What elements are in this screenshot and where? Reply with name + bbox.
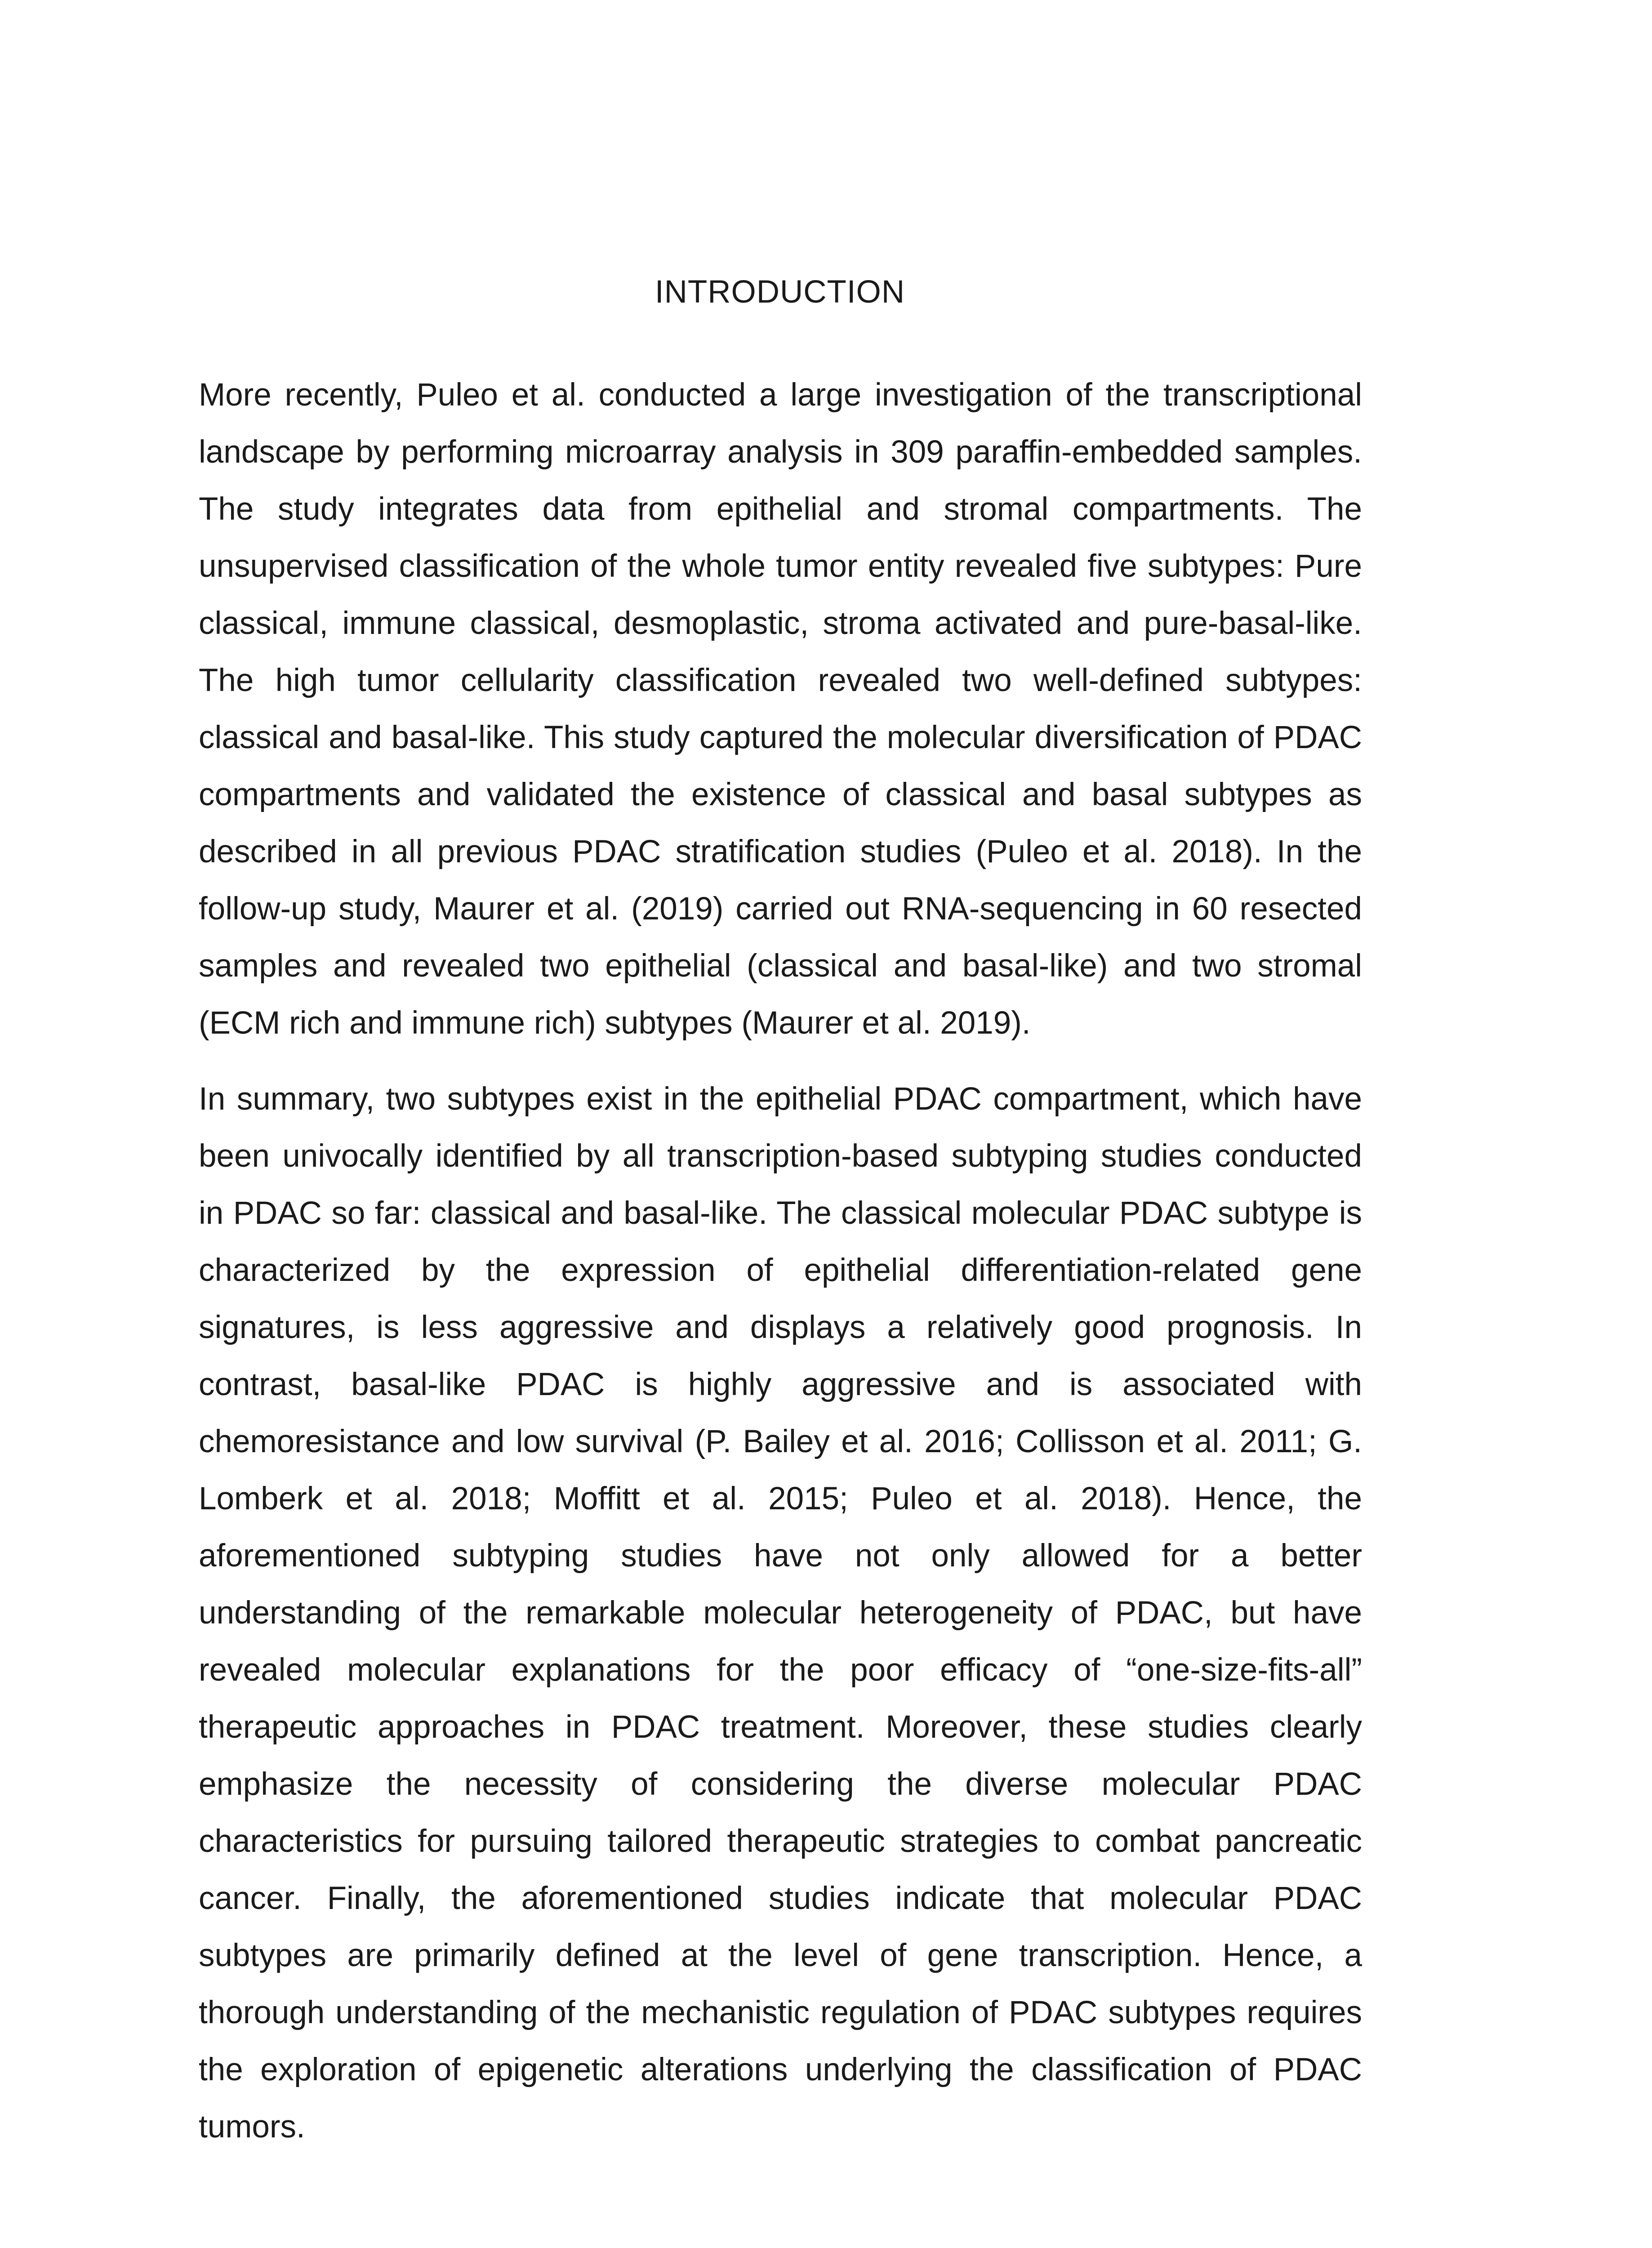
paragraph-summary: In summary, two subtypes exist in the epithelial PDAC compartment, which have been univocally identified by all transcription-based subtyping studies conducted in PDAC so far: classical and basal-like. The classical molecular PDAC subtype is characterized by the expression of epithelial differentiation-related gene signatures, is less aggressive and displays a relatively good prognosis. In contrast, basal-like PDAC is highly aggressive and is associated with chemoresistance and low survival (P. Bailey et al. 2016; Collisson et al. 2011; G. Lomberk et al. 2018; Moffitt et al. 2015; Puleo et al. 2018). Hence, the aforementioned subtyping studies have not only allowed for a better understanding of the remarkable molecular heterogeneity of PDAC, but have revealed molecular explanations for the poor efficacy of “one-size-fits-all” therapeutic approaches in PDAC treatment. Moreover, these studies clearly emphasize the necessity of considering the diverse molecular PDAC characteristics for pursuing tailored therapeutic strategies to combat pancreatic cancer. Finally, the aforementioned studies indicate that molecular PDAC subtypes are primarily defined at the level of gene transcription. Hence, a thorough understanding of the mechanistic regulation of PDAC subtypes requires the exploration of epigenetic alterations underlying the classification of PDAC tumors. <box>199 1081 1362 2145</box>
section-header: INTRODUCTION <box>655 274 905 310</box>
body-text <box>199 366 1362 2155</box>
paragraph-puleo-maurer: More recently, Puleo et al. conducted a large investigation of the transcriptional landscape by performing microarray analysis in 309 paraffin-embedded samples. The study integrates data from epithelial and stromal compartments. The unsupervised classification of the whole tumor entity revealed five subtypes: Pure classical, immune classical, desmoplastic, stroma activated and pure-basal-like. The high tumor cellularity classification revealed two well-defined subtypes: classical and basal-like. This study captured the molecular diversification of PDAC compartments and validated the existence of classical and basal subtypes as described in all previous PDAC stratification studies (Puleo et al. 2018). In the follow-up study, Maurer et al. (2019) carried out RNA-sequencing in 60 resected samples and revealed two epithelial (classical and basal-like) and two stromal (ECM rich and immune rich) subtypes (Maurer et al. 2019). <box>199 377 1362 1041</box>
